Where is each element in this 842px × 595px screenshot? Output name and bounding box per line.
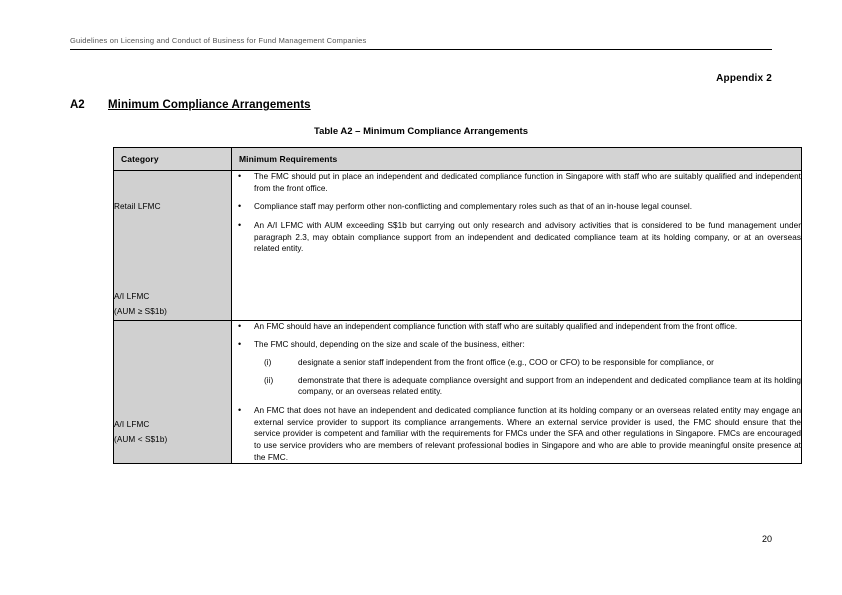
table-caption: Table A2 – Minimum Compliance Arrangements: [314, 126, 528, 137]
list-item: • Compliance staff may perform other non-conflicting and complementary roles such as that of an in-house legal counsel.: [232, 201, 801, 213]
sub-list-marker: (i): [264, 358, 272, 368]
table-row: [114, 320, 802, 463]
category-label-ai-lfmc-large-aum: (AUM ≥ S$1b): [114, 307, 168, 317]
category-label-ai-lfmc-large: A/I LFMC: [114, 291, 150, 301]
sub-list-item: [254, 375, 801, 398]
appendix-label: Appendix 2: [716, 73, 772, 84]
sub-list: [254, 357, 801, 398]
running-header: Guidelines on Licensing and Conduct of Business for Fund Management Companies: [70, 36, 772, 50]
section-number: A2: [70, 99, 85, 111]
list-item-text: The FMC should, depending on the size and scale of the business, either:: [254, 340, 525, 350]
list-item: • An FMC should have an independent compliance function with staff who are suitably qualified and independent from the front office.: [232, 321, 801, 333]
requirements-cell: [232, 320, 802, 463]
category-cell: [114, 171, 232, 321]
requirements-cell: [232, 171, 802, 321]
category-label-retail-lfmc: Retail LFMC: [114, 202, 161, 211]
section-title: Minimum Compliance Arrangements: [108, 99, 311, 111]
section-heading: [70, 99, 772, 111]
sub-list-text: demonstrate that there is adequate compliance oversight and support from an independent and dedicated compliance team at its holding company, or an overseas related entity.: [298, 375, 801, 397]
page-number: 20: [761, 534, 772, 544]
category-label-ai-lfmc-small-aum: (AUM < S$1b): [114, 435, 168, 445]
sub-list-marker: (ii): [264, 375, 274, 385]
column-header-category: Category: [114, 148, 232, 171]
table-row: [114, 171, 802, 321]
compliance-table: [113, 147, 802, 464]
list-item: • An FMC that does not have an independent and dedicated compliance function at its holding company or an overseas related entity may engage an external service provider to support its compliance arrangements. Where an external service provider is used, the FMC should ensure that the service provider is competent and familiar with the requirements for FMCs under the SFA and other regulations in Singapore. FMCs are encouraged to use service providers who are members of relevant professional bodies in Singapore and who are able to provide meaningful onsite presence at the FMC.: [232, 405, 801, 463]
category-label-ai-lfmc-small: A/I LFMC: [114, 419, 150, 429]
table-header-row: [114, 148, 802, 171]
sub-list-text: designate a senior staff independent from the front office (e.g., COO or CFO) to be responsible for compliance, or: [298, 358, 714, 368]
category-cell: [114, 320, 232, 463]
requirements-list: [232, 171, 801, 255]
list-item: • The FMC should put in place an independent and dedicated compliance function in Singapore with staff who are suitably qualified and independent from the front office.: [232, 171, 801, 194]
sub-list-item: [254, 357, 801, 369]
column-header-requirements: Minimum Requirements: [232, 148, 802, 171]
list-item: [232, 339, 801, 398]
list-item: • An A/I LFMC with AUM exceeding S$1b but carrying out only research and advisory activities that is considered to be fund management under paragraph 2.3, may obtain compliance support from an independent and dedicated compliance team at its holding company, or at an overseas related entity.: [232, 220, 801, 255]
requirements-list: [232, 321, 801, 463]
